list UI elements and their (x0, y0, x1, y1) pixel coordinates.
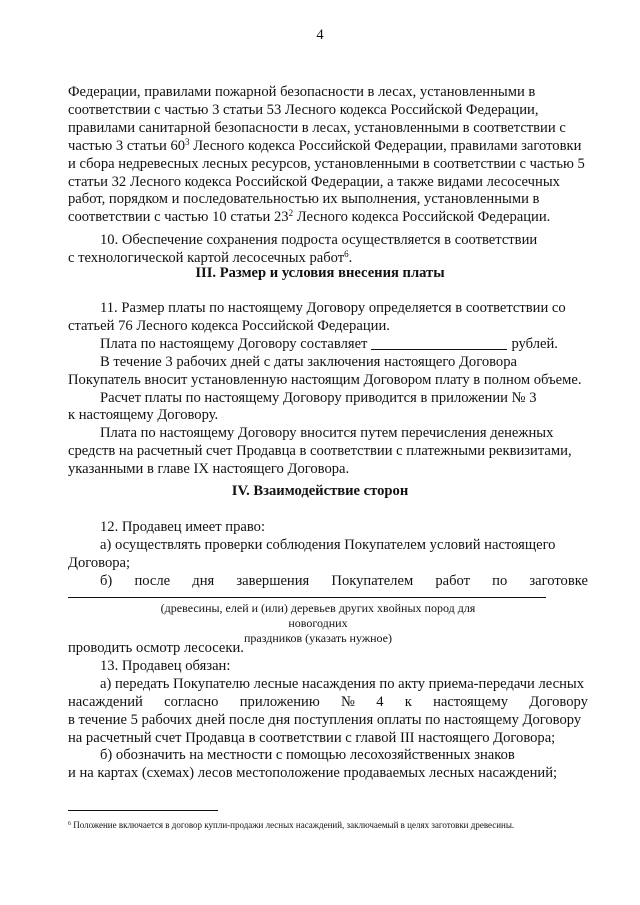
text-line: соответствии с частью 10 статьи $23^2$ Лесного кодекса Российской Федерации. (68, 208, 551, 226)
text-line: Расчет платы по настоящему Договору приводится в приложении № 3 (100, 389, 537, 406)
text-line: с технологической картой лесосечных работ$^6$. (68, 249, 353, 267)
footnote: $^6$ Положение включается в договор купли-продажи лесных насаждений, заключаемый в целях заготовки древесины. (68, 820, 515, 830)
text-line: а) осуществлять проверки соблюдения Покупателем условий настоящего (100, 536, 556, 553)
text-line: 11. Размер платы по настоящему Договору определяется в соответствии со (100, 300, 566, 316)
text-line: соответствии с частью 3 статьи 53 Лесного кодекса Российской Федерации, (68, 101, 539, 118)
text-line: статьей 76 Лесного кодекса Российской Федерации. (68, 317, 390, 334)
text-line: Договора; (68, 554, 131, 571)
footnote-ref: 6 (344, 249, 349, 260)
text-line: Федерации, правилами пожарной безопасности в лесах, установленными в (68, 84, 536, 100)
text-line: 10. Обеспечение сохранения подроста осуществляется в соответствии (100, 232, 538, 249)
section-3-heading-wrap (0, 265, 640, 283)
text-line: 12. Продавец имеет право: (100, 519, 265, 535)
text-line: проводить осмотр лесосеки. (68, 640, 244, 656)
spread-line-a13: насаждений согласно приложению № 4 к настоящему Договору (68, 693, 588, 710)
fill-in-line[interactable] (68, 597, 546, 598)
fill-in-hint: (древесины, елей и (или) деревьев других хвойных пород для новогодних праздников (указать нужное) (160, 601, 476, 645)
superscript: 2 (288, 208, 294, 219)
superscript: 3 (185, 136, 190, 147)
text-line: Плата по настоящему Договору вносится путем перечисления денежных (100, 425, 554, 442)
text-line: Покупатель вносит установленную настоящим Договором плату в полном объеме. (68, 371, 582, 388)
text-line: статьи 32 Лесного кодекса Российской Федерации, а также видами лесосечных (68, 173, 560, 190)
spread-line-b: б) после дня завершения Покупателем работ по заготовке (100, 572, 588, 589)
text-line: В течение 3 рабочих дней с даты заключения настоящего Договора (100, 353, 518, 370)
text-line: в течение 5 рабочих дней после дня поступления оплаты по настоящему Договору (68, 711, 582, 728)
section-heading: IV. Взаимодействие сторон (231, 483, 409, 499)
text-line: и на картах (схемах) лесов местоположение продаваемых лесных насаждений; (68, 765, 558, 782)
text-line: средств на расчетный счет Продавца в соответствии с платежными реквизитами, (68, 443, 572, 460)
text-line: работ, порядком и последовательностью их выполнения, установленными в (68, 191, 540, 208)
section-4-heading-wrap (0, 483, 640, 501)
section-heading: III. Размер и условия внесения платы (195, 265, 445, 281)
text-line: частью 3 статьи $60^3$ Лесного кодекса Российской Федерации, правилами заготовки (68, 136, 582, 154)
section-3-body (68, 300, 588, 479)
footnote-divider (68, 810, 218, 811)
section-4-body-bottom (68, 640, 588, 783)
text-line: к настоящему Договору. (68, 407, 219, 424)
payment-line: Плата по настоящему Договору составляет рублей. (100, 335, 558, 352)
text-line: и сбора недревесных лесных ресурсов, установленными в соответствии с частью 5 (68, 155, 585, 172)
amount-blank-field[interactable] (371, 336, 507, 350)
text-line: б) обозначить на местности с помощью лесохозяйственных знаков (100, 747, 515, 764)
text-line: на расчетный счет Продавца в соответствии с главой III настоящего Договора; (68, 729, 556, 746)
section-4-body-top (68, 519, 588, 591)
text-line: указанными в главе IX настоящего Договора. (68, 461, 350, 478)
text-line: а) передать Покупателю лесные насаждения по акту приема-передачи лесных (100, 675, 585, 692)
page-number: 4 (316, 27, 324, 43)
text-line: правилами санитарной безопасности в лесах, установленными в соответствии с (68, 119, 566, 136)
text-line: 13. Продавец обязан: (100, 657, 231, 674)
paragraph-continuation (68, 84, 588, 268)
